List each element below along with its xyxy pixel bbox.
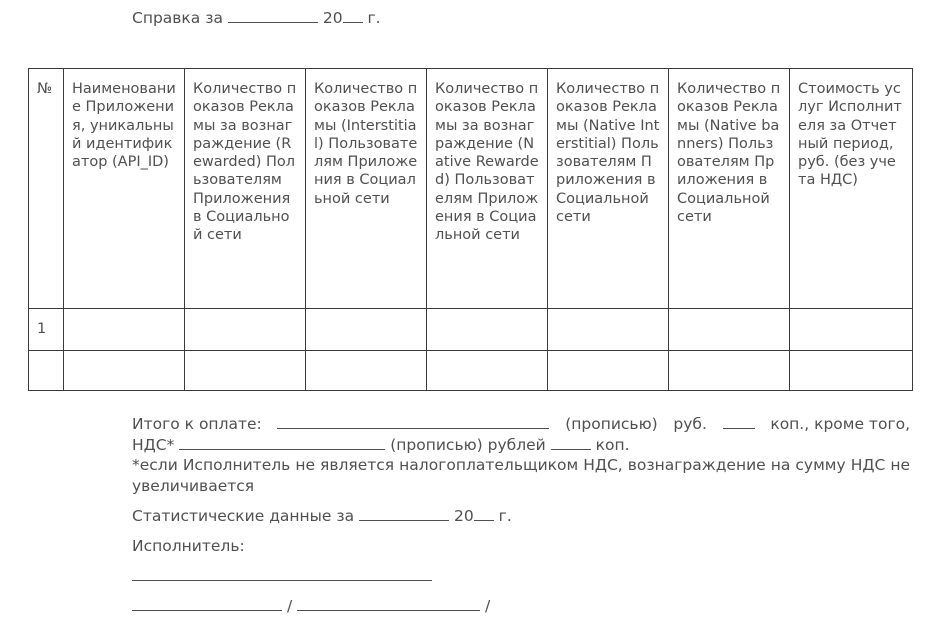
column-header: № (29, 69, 64, 309)
total-paragraph (132, 414, 910, 496)
table-cell[interactable] (64, 309, 185, 351)
signature-separator-end: / (485, 597, 491, 615)
table-cell[interactable] (669, 351, 790, 391)
total-amount-blank[interactable] (277, 414, 549, 429)
stats-year-prefix: 20 (454, 507, 474, 525)
total-kop: коп., кроме того, (770, 415, 910, 433)
title-suffix: г. (367, 9, 381, 27)
table-cell[interactable] (427, 309, 548, 351)
table-cell[interactable] (306, 309, 427, 351)
report-table (28, 68, 913, 391)
table-row (29, 351, 913, 391)
column-header: Наименование Приложения, уникальный идентификатор (API_ID) (64, 69, 185, 309)
table-cell[interactable] (64, 351, 185, 391)
total-kop-blank[interactable] (723, 414, 755, 429)
full-name-blank[interactable] (297, 596, 480, 611)
stats-year-blank[interactable] (474, 506, 494, 521)
column-header: Количество показов Рекламы за вознаграждение (Native Rewarded) Пользователям Приложения в Социальной сети (427, 69, 548, 309)
table-header-row (29, 69, 913, 309)
total-line (132, 414, 910, 435)
table-cell[interactable] (669, 309, 790, 351)
total-label: Итого к оплате: (132, 415, 262, 433)
stats-prefix: Статистические данные за (132, 507, 355, 525)
table-row (29, 309, 913, 351)
vat-kop-blank[interactable] (551, 435, 591, 450)
vat-rub: рублей (487, 435, 546, 454)
table-cell[interactable] (790, 351, 913, 391)
vat-line (132, 435, 910, 456)
table-cell[interactable] (427, 351, 548, 391)
table-cell[interactable] (548, 351, 669, 391)
table-cell[interactable] (29, 351, 64, 391)
signature-separator: / (286, 597, 293, 615)
total-words-hint: (прописью) (565, 415, 658, 433)
stats-month-blank[interactable] (359, 506, 449, 521)
year-blank[interactable] (343, 8, 363, 23)
month-blank[interactable] (228, 8, 318, 23)
column-header: Стоимость услуг Исполнителя за Отчетный период, руб. (без учета НДС) (790, 69, 913, 309)
column-header: Количество показов Рекламы (Native banners) Пользователям Приложения в Социальной сети (669, 69, 790, 309)
stats-line (132, 506, 512, 526)
column-header: Количество показов Рекламы (Interstitial) Пользователям Приложения в Социальной сети (306, 69, 427, 309)
stats-suffix: г. (498, 507, 512, 525)
table-cell[interactable]: 1 (29, 309, 64, 351)
column-header: Количество показов Рекламы за вознаграждение (Rewarded) Пользователям Приложения в Социальной сети (185, 69, 306, 309)
vat-words-hint: (прописью) (390, 435, 483, 454)
signature-blank[interactable] (132, 596, 282, 611)
table-cell[interactable] (790, 309, 913, 351)
vat-footnote: *если Исполнитель не является налогоплательщиком НДС, вознаграждение на сумму НДС не увеличивается (132, 456, 910, 495)
vat-kop: коп. (595, 435, 630, 454)
vat-label: НДС* (132, 435, 175, 454)
title-prefix: Справка за (132, 9, 223, 27)
table-cell[interactable] (185, 309, 306, 351)
executor-label: Исполнитель: (132, 537, 245, 555)
signature-line (132, 596, 490, 616)
table-cell[interactable] (306, 351, 427, 391)
column-header: Количество показов Рекламы (Native Interstitial) Пользователям Приложения в Социальной сети (548, 69, 669, 309)
title-year-prefix: 20 (322, 9, 343, 27)
report-title (132, 8, 381, 28)
total-rub: руб. (673, 415, 707, 433)
vat-amount-blank[interactable] (179, 435, 385, 450)
table-cell[interactable] (548, 309, 669, 351)
executor-name-blank[interactable] (132, 566, 432, 581)
table-cell[interactable] (185, 351, 306, 391)
executor-name-line (132, 566, 432, 586)
